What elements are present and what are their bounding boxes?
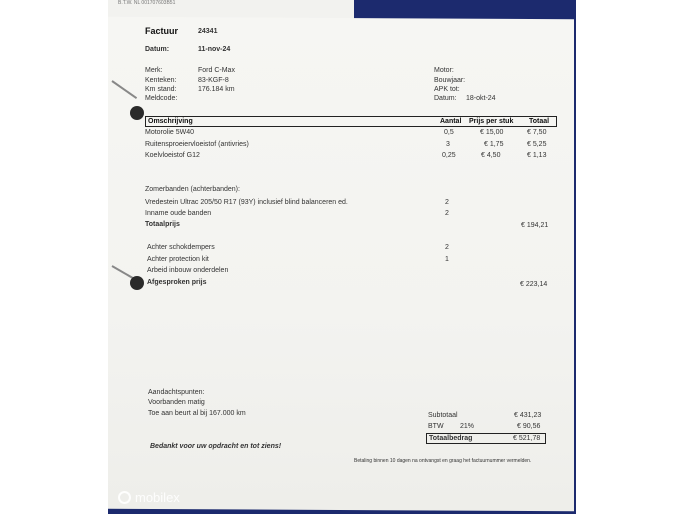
logo-text: mobilex (135, 490, 180, 505)
apk-label: APK tot: (434, 86, 460, 93)
table-header (145, 116, 557, 127)
row3-unit: € 4,50 (481, 152, 501, 159)
row3-desc: Koelvloeistof G12 (145, 152, 200, 159)
parts-item3: Arbeid inbouw onderdelen (147, 267, 229, 274)
km-value: 176.184 km (198, 86, 235, 93)
row1-qty: 0,5 (444, 129, 454, 136)
invoice-date: 11-nov-24 (198, 46, 231, 53)
tires-total-label: Totaalprijs (145, 221, 180, 228)
invoice-title-label: Factuur (145, 26, 179, 36)
bouwjaar-label: Bouwjaar: (434, 77, 466, 84)
agreed-price: € 223,14 (520, 281, 548, 288)
invoice-number: 24341 (198, 28, 218, 35)
total-box (426, 433, 546, 444)
binder-hole-bottom (130, 276, 144, 290)
invoice-date-label: Datum: (145, 46, 170, 53)
tires-item2-qty: 2 (445, 210, 449, 217)
parts-item2-qty: 1 (445, 256, 449, 263)
col-prijs: Prijs per stuk (469, 118, 514, 125)
total-label: Totaalbedrag (429, 435, 473, 442)
tires-item2: Inname oude banden (145, 210, 212, 217)
row1-desc: Motorolie 5W40 (145, 129, 195, 136)
notes-line2: Toe aan beurt al bij 167.000 km (148, 410, 246, 417)
header-strip: B.T.W. NL 001707603B51 (118, 0, 176, 6)
row3-total: € 1,13 (527, 152, 547, 159)
kenteken-value: 83-KGF-8 (198, 77, 229, 84)
btw-label: BTW (428, 423, 444, 430)
row2-desc: Ruitensproeiervloeistof (antivries) (145, 141, 249, 148)
merk-label: Merk: (145, 67, 163, 74)
notes-line1: Voorbanden matig (148, 399, 205, 406)
binder-hole-top (130, 106, 144, 120)
motor-label: Motor: (434, 67, 454, 74)
parts-item1-qty: 2 (445, 244, 449, 251)
merk-value: Ford C-Max (198, 67, 235, 74)
btw-rate: 21% (460, 423, 475, 430)
parts-item1: Achter schokdempers (147, 244, 215, 251)
tires-heading: Zomerbanden (achterbanden): (145, 186, 240, 193)
total-value: € 521,78 (513, 435, 541, 442)
payment-terms: Betaling binnen 10 dagen na ontvangst en graag het factuurnummer vermelden. (354, 458, 532, 464)
notes-heading: Aandachtspunten: (148, 389, 205, 396)
agreed-price-label: Afgesproken prijs (147, 279, 207, 286)
meldcode-label: Meldcode: (145, 95, 178, 102)
thanks-text: Bedankt voor uw opdracht en tot ziens! (150, 443, 282, 450)
col-totaal: Totaal (529, 118, 550, 125)
row1-total: € 7,50 (527, 129, 547, 136)
mobilex-logo (118, 490, 180, 505)
logo-circle-icon (118, 491, 131, 504)
tires-total: € 194,21 (521, 222, 549, 229)
row2-unit: € 1,75 (484, 141, 504, 148)
tires-item1-qty: 2 (445, 199, 449, 206)
tires-item1: Vredestein Ultrac 205/50 R17 (93Y) inclusief blind balanceren ed. (145, 199, 348, 206)
row2-total: € 5,25 (527, 141, 547, 148)
parts-item2: Achter protection kit (147, 256, 209, 263)
row3-qty: 0,25 (442, 152, 456, 159)
subtotal-value: € 431,23 (514, 412, 542, 419)
btw-value: € 90,56 (517, 423, 541, 430)
datum2-label: Datum: (434, 95, 457, 102)
col-aantal: Aantal (440, 118, 462, 125)
kenteken-label: Kenteken: (145, 77, 177, 84)
row1-unit: € 15,00 (480, 129, 504, 136)
row2-qty: 3 (446, 141, 450, 148)
datum2-value: 18-okt-24 (466, 95, 496, 102)
subtotal-label: Subtotaal (428, 412, 458, 419)
col-omschrijving: Omschrijving (148, 118, 193, 125)
km-label: Km stand: (145, 86, 177, 93)
